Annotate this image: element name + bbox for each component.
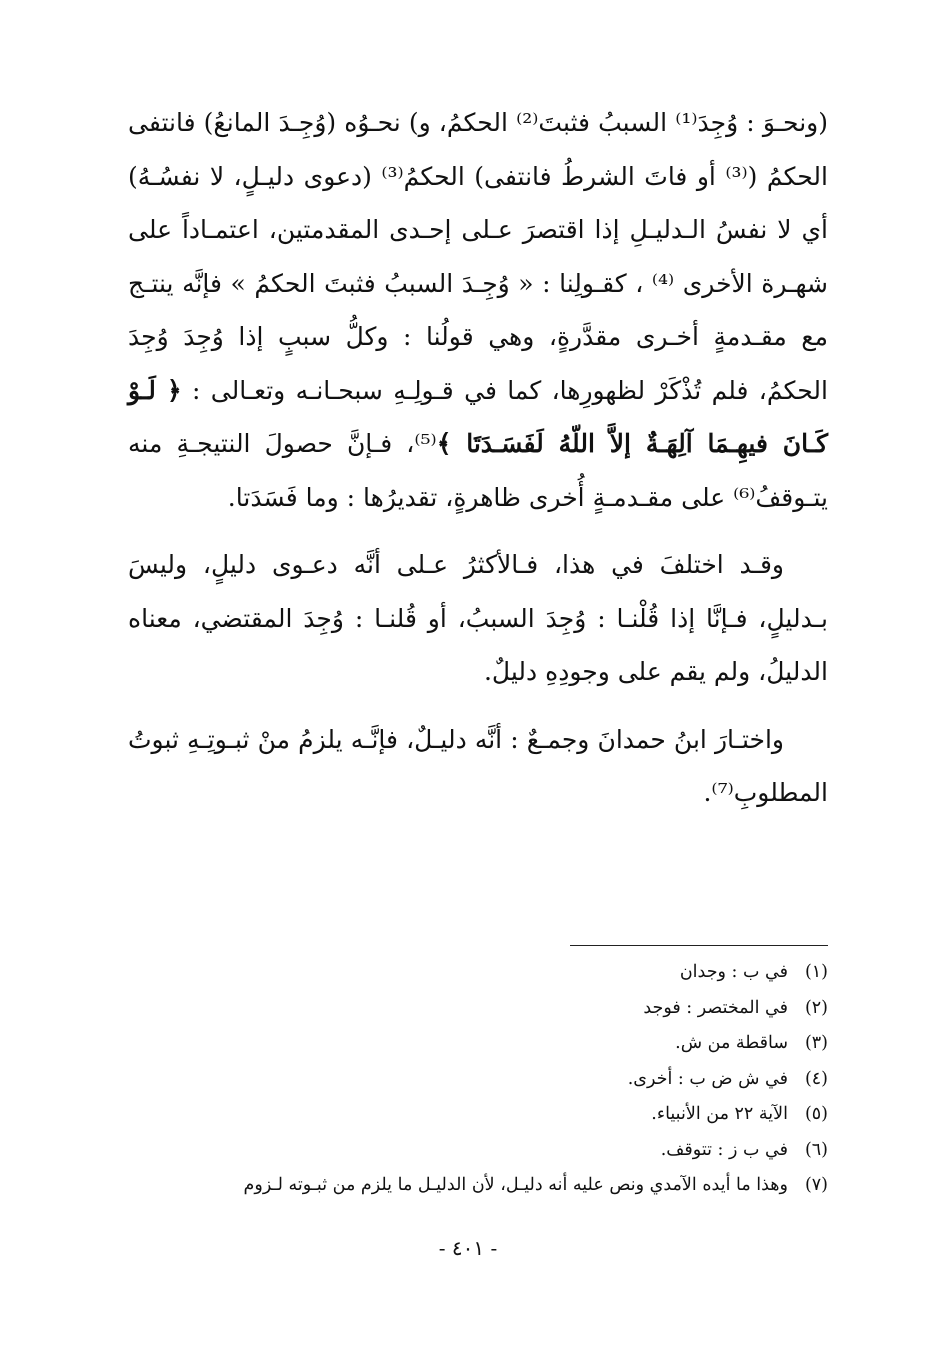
paragraph-1-tail: ⁽⁵⁾، فـإنَّ حصولَ النتيجـةِ منه يتـوقفُ⁽⁶⁾ على مقـدمـةٍ أُخرى ظاهرةٍ، تقديرُها : وما فَسَدَتا. xyxy=(128,429,828,512)
footnote-number: (٤) xyxy=(804,1068,828,1089)
footnote-number: (١) xyxy=(804,962,828,982)
footnote-number: (٥) xyxy=(804,1104,828,1124)
footnote-text: في المختصر : فوجد xyxy=(643,997,788,1018)
footnote-5 xyxy=(120,1097,828,1133)
footnote-text: في ب ز : تتوقف. xyxy=(660,1139,788,1160)
main-text xyxy=(128,96,828,820)
footnote-text: ساقطة من ش. xyxy=(675,1033,788,1053)
footnote-text: الآية ٢٢ من الأنبياء. xyxy=(651,1104,788,1124)
footnote-number: (٣) xyxy=(804,1033,828,1053)
footnote-number: (٢) xyxy=(804,997,828,1018)
paragraph-3: واختـارَ ابنُ حمدانَ وجمـعٌ : أنَّه دليـلٌ، فإنَّـه يلزمُ منْ ثبـوتِـهِ ثبوتُ المطلوبِ⁽⁷⁾. xyxy=(128,724,828,807)
footnote-number: (٧) xyxy=(804,1175,828,1195)
footnote-divider xyxy=(570,945,828,946)
footnote-text: في ب : وجدان xyxy=(679,962,788,982)
footnote-number: (٦) xyxy=(804,1139,828,1160)
footnotes xyxy=(120,955,828,1204)
page-number: - ٤٠١ - xyxy=(438,1236,498,1260)
footnote-2 xyxy=(120,991,828,1027)
footnote-text: في ش ض ب : أخرى. xyxy=(627,1068,788,1089)
footnote-6 xyxy=(120,1133,828,1169)
footnote-1 xyxy=(120,955,828,991)
footnote-7 xyxy=(120,1168,828,1204)
footnote-text: وهذا ما أيده الآمدي ونص عليه أنه دليـل، لأن الدليـل ما يلزم من ثبـوته لـزوم xyxy=(243,1175,788,1195)
footnote-4 xyxy=(120,1062,828,1098)
paragraph-2: وقـد اختلفَ في هذا، فـالأكثرُ عـلى أنَّه دعـوى دليلٍ، وليسَ بـدليلٍ، فـإنَّا إذا قُلْنـا : وُجِدَ السببُ، أو قُلنـا : وُجِدَ المقتضي، معناه الدليلُ، ولم يقم على وجودِهِ دليلٌ. xyxy=(128,550,828,686)
footnote-3 xyxy=(120,1026,828,1062)
paragraph-1 xyxy=(128,96,828,524)
quran-verse: ﴿ لَـوْ كَـانَ فيهِـمَا آلِهَـةٌ إلاَّ اللّهُ لَفَسَـدَتَا ﴾ xyxy=(128,375,828,458)
paragraph-1-text: (ونحـوَ : وُجِدَ⁽¹⁾ السببُ فثبتَ⁽²⁾ الحكمُ، و) نحـوُه (وُجِـدَ المانعُ) فانتفى الحكمُ (⁽³⁾ أو فاتَ الشرطُ فانتفى) الحكمُ⁽³⁾ (دعوى دليـلٍ، لا نفسُـهُ) أي لا نفسُ الـدليـلِ إذا اقتصرَ عـلى إحـدى المقدمتين، اعتمـاداً على شهـرة الأخرى ⁽⁴⁾ ، كقـولِنا : « وُجِـدَ السببُ فثبتَ الحكمُ » فإنَّه ينتـج مع مقـدمةٍ أخـرى مقدَّرةٍ، وهي قولُنا : وكلُّ سببٍ إذا وُجِدَ وُجِدَ الحكمُ، فلم تُذْكَرْ لظهورِها، كما في قـولِـهِ سبحـانـه وتعـالى : xyxy=(128,108,828,405)
